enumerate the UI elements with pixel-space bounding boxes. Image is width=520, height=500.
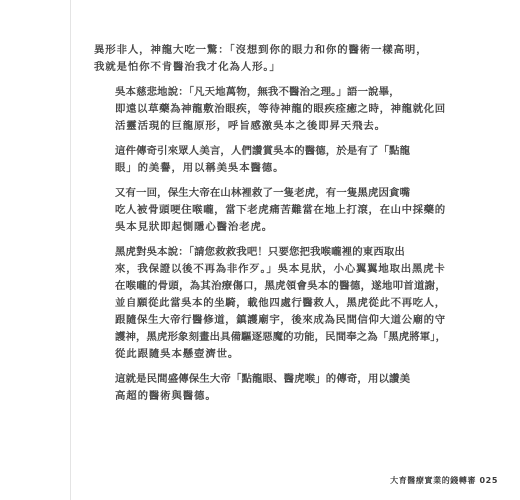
text-line: 從此跟隨吳本懸壺濟世。 (115, 348, 240, 360)
page-footer: 大育醫療實業的錢轉審 025 (390, 476, 498, 485)
text-line: 來，我保證以後不再為非作歹。」吳本見狀，小心翼翼地取出黑虎卡 (115, 263, 446, 275)
paragraph (94, 143, 446, 177)
text-line: 又有一回，保生大帝在山林裡救了一隻老虎，有一隻黑虎因貪嘴 (115, 187, 411, 199)
margin-rule (70, 0, 71, 500)
text-line: 眼」的美譽，用以稱美吳本醫德。 (115, 162, 285, 174)
paragraph (94, 84, 446, 135)
paragraph (94, 371, 446, 405)
text-line: 吃人被骨頭哽住喉嚨，當下老虎痛苦難當在地上打滾，在山中採藥的 (115, 204, 446, 216)
text-line: 護神，黑虎形象刻畫出具備驅逐惡魔的功能，民間奉之為「黑虎將軍」， (115, 331, 447, 343)
paragraph (94, 42, 446, 76)
paragraph (94, 244, 446, 363)
text-line: 即遠以草藥為神龍敷治眼疾，等待神龍的眼疾痊癒之時，神龍就化回 (115, 103, 446, 115)
paragraph (94, 185, 446, 236)
text-line: 異形非人，神龍大吃一驚：「沒想到你的眼力和你的醫術一樣高明， (94, 44, 428, 56)
text-line: 在喉嚨的骨頭，為其治療傷口，黑虎領會吳本的醫德，遂地叩首道謝， (115, 280, 447, 292)
text-line: 我就是怕你不肯醫治我才化為人形。」 (94, 61, 281, 73)
text-line: 並自願從此當吳本的坐騎，載他四處行醫救人，黑虎從此不再吃人， (115, 297, 446, 309)
text-line: 吳本慈悲地說：「凡天地萬物，無我不醫治之理。」語一說畢， (115, 86, 400, 98)
text-line: 黑虎對吳本說：「請您救救我吧！只要您把我喉嚨裡的東西取出 (115, 246, 405, 258)
text-line: 這就是民間盛傳保生大帝「點龍眼、醫虎喉」的傳奇，用以讚美 (115, 373, 411, 385)
text-line: 活靈活現的巨龍原形，呼旨感激吳本之後即昇天飛去。 (115, 120, 386, 132)
text-line: 高超的醫術與醫德。 (115, 390, 217, 402)
text-line: 這件傳奇引來眾人美言，人們讚賞吳本的醫德，於是有了「點龍 (115, 145, 411, 157)
body-text (94, 42, 446, 413)
text-line: 跟隨保生大帝行醫修道，鎮護廟宇，後來成為民間信仰大道公廟的守 (115, 314, 446, 326)
text-line: 吳本見狀即起惻隱心醫治老虎。 (115, 221, 274, 233)
